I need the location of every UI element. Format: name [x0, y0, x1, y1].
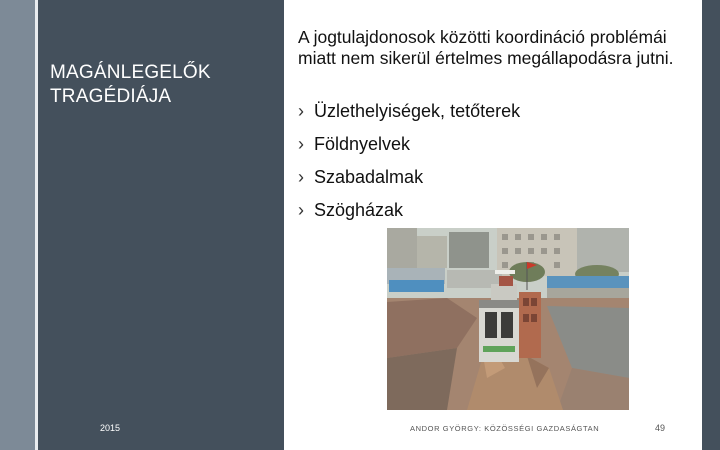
bullet-item	[298, 166, 520, 188]
bullet-item	[298, 100, 520, 122]
slide-title: MAGÁNLEGELŐK TRAGÉDIÁJA	[50, 62, 211, 107]
right-accent-stripe	[702, 0, 720, 450]
bullet-item	[298, 133, 520, 155]
chevron-right-icon: ›	[298, 134, 304, 154]
bullet-text: Üzlethelyiségek, tetőterek	[314, 101, 521, 121]
chevron-right-icon: ›	[298, 167, 304, 187]
bullet-text: Szabadalmak	[314, 167, 424, 187]
bullet-item	[298, 199, 520, 221]
left-accent-stripe	[0, 0, 35, 450]
footer-year: 2015	[100, 423, 121, 433]
bullet-text: Szögházak	[314, 200, 404, 220]
chevron-right-icon: ›	[298, 101, 304, 121]
bullet-text: Földnyelvek	[314, 134, 411, 154]
intro-text: A jogtulajdonosok közötti koordináció problémái miatt nem sikerül értelmes megállapodásra jutni.	[298, 27, 674, 68]
footer-author: ANDOR GYÖRGY: KÖZÖSSÉGI GAZDASÁGTAN	[410, 424, 600, 433]
chevron-right-icon: ›	[298, 200, 304, 220]
bullet-list	[298, 100, 520, 232]
page-number: 49	[655, 423, 666, 433]
nail-house-photo	[387, 228, 629, 410]
